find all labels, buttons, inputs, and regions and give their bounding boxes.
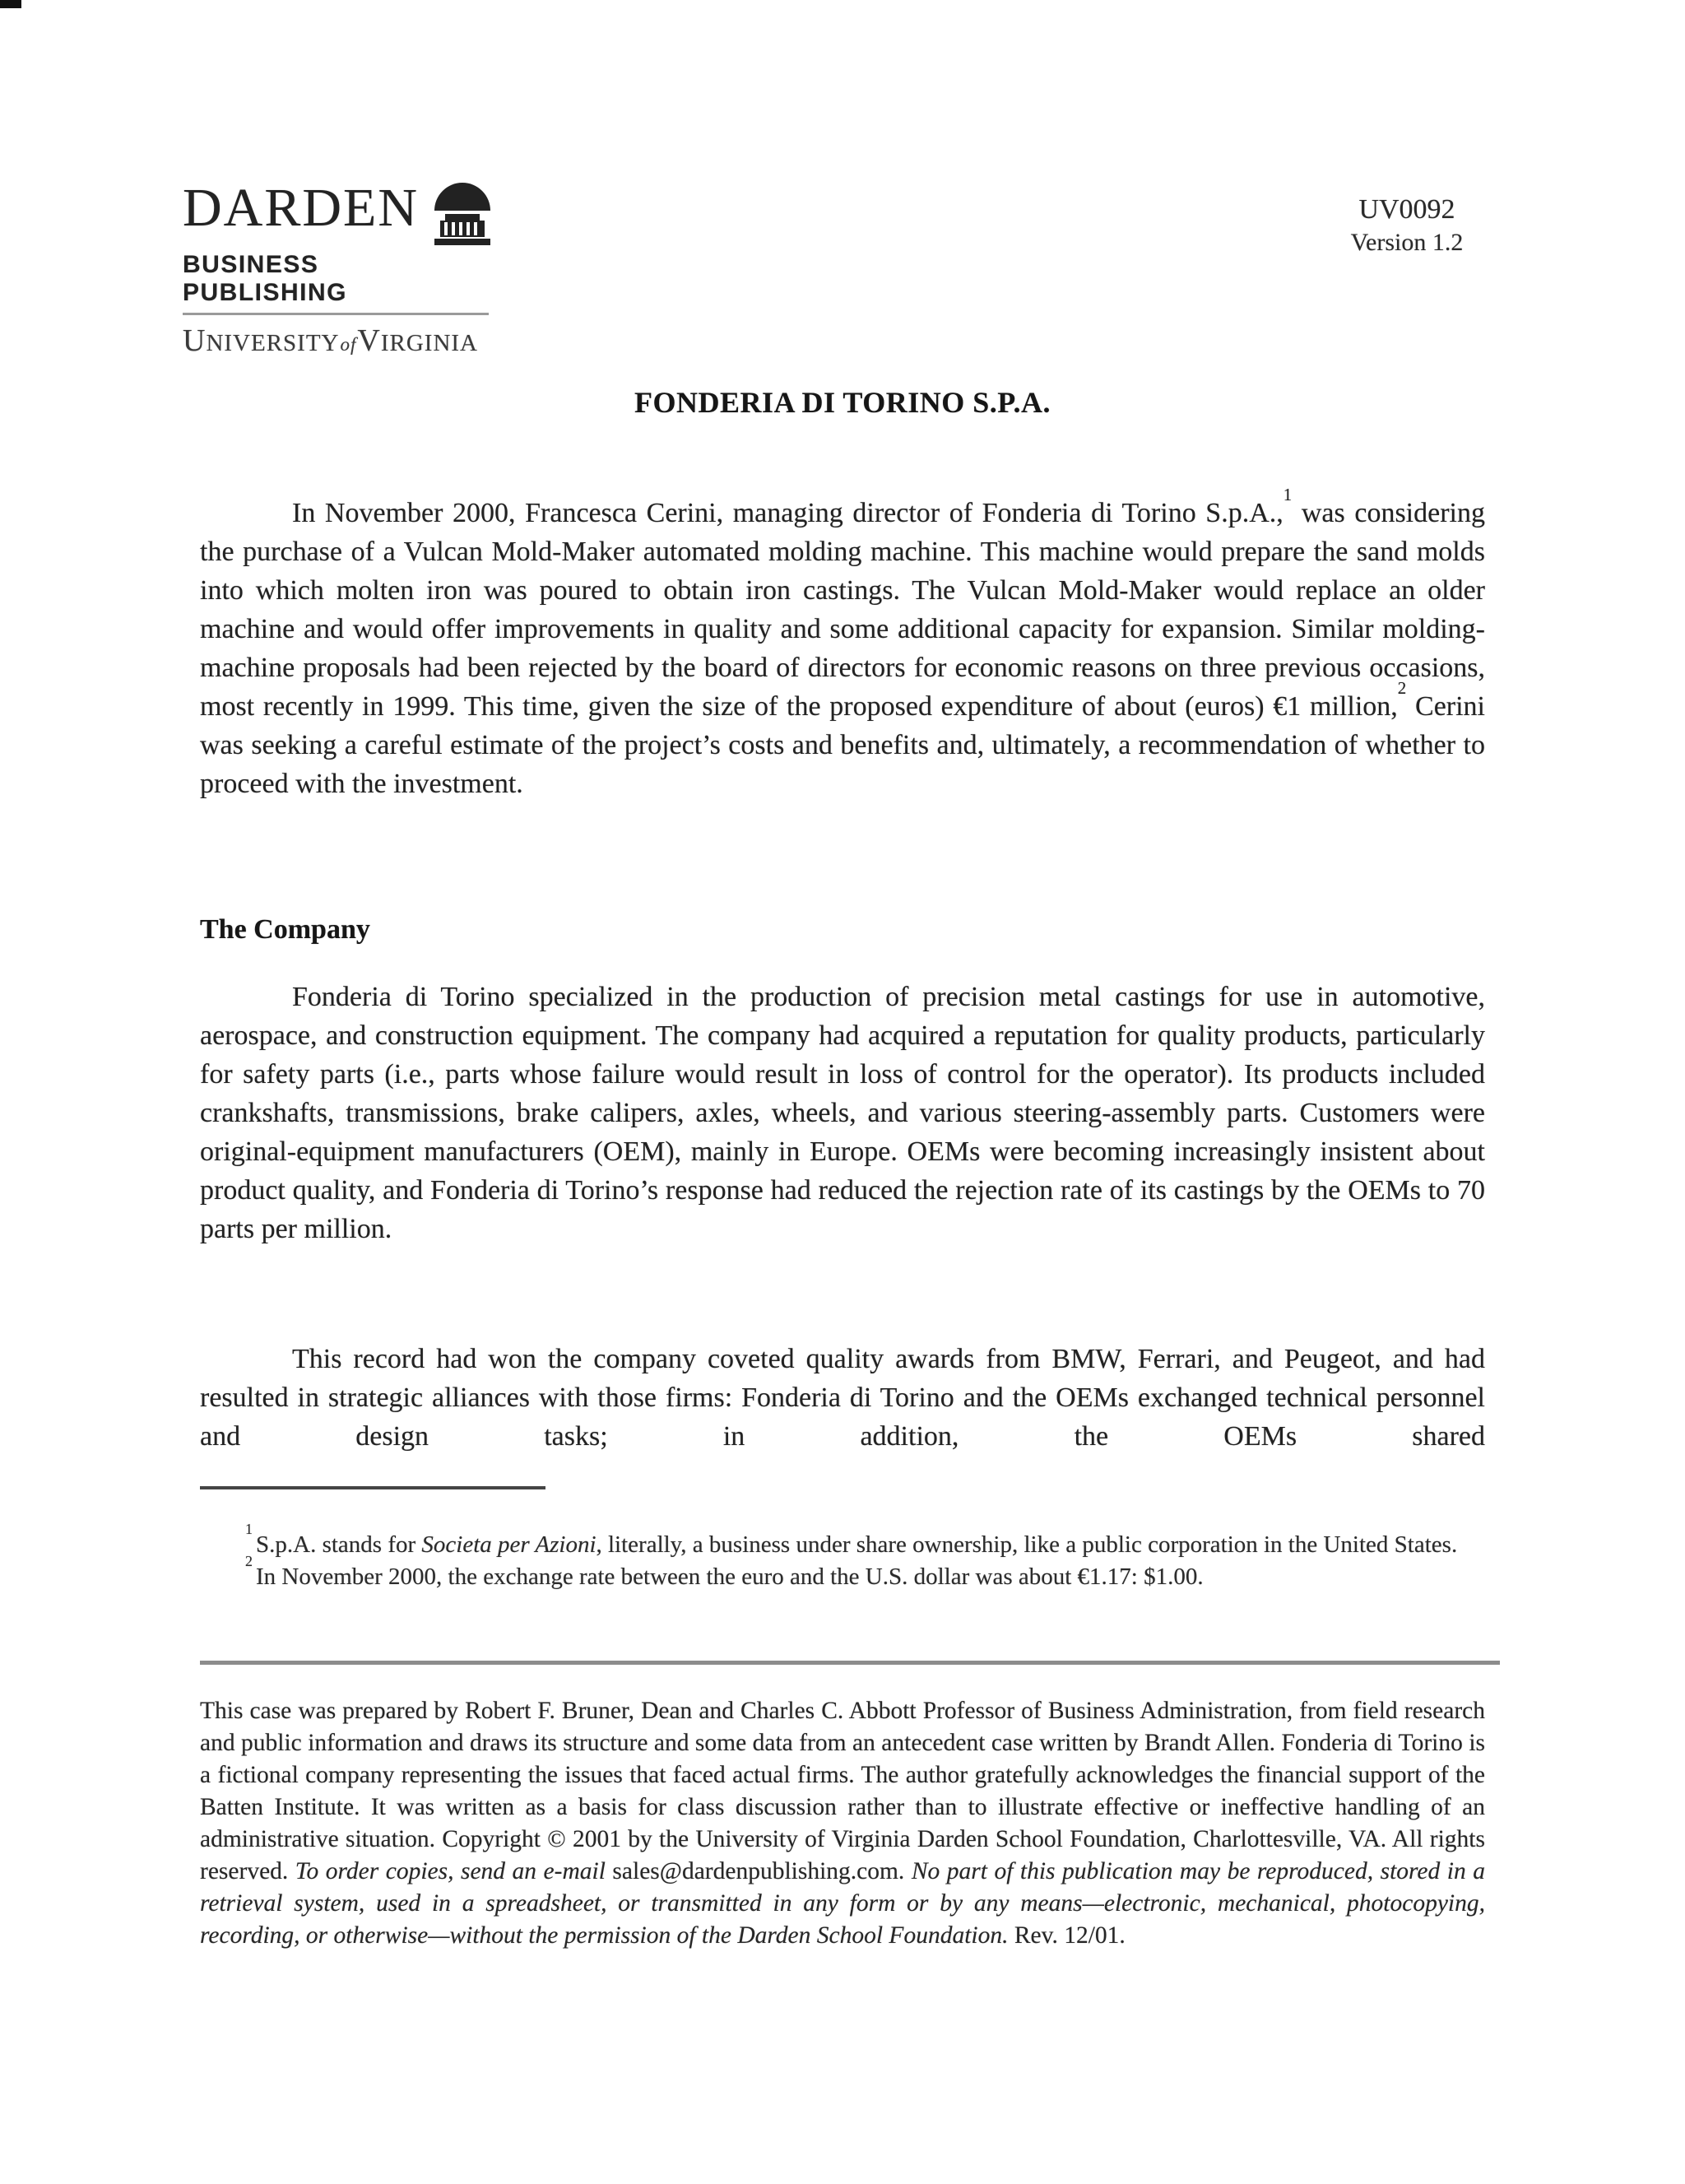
logo-university-text <box>183 323 512 359</box>
footnote-1-post: , literally, a business under share ownership, like a public corporation in the United States. <box>596 1531 1458 1558</box>
legal-text-italic-1: To order copies, send an e-mail <box>295 1858 606 1884</box>
footnote-ref-1: 1 <box>1283 484 1293 504</box>
footnotes <box>200 1521 1485 1593</box>
legal-text-roman-2: sales@dardenpublishing.com. <box>605 1858 912 1884</box>
publisher-logo <box>183 176 512 359</box>
legal-text-italic-2: No part of this publication may be reproduced, stored in a retrieval system, used in a spreadsheet, or transmitted in any form or by any means—electronic, mechanical, photocopying, recording, or otherwise—without the permission of the Darden School Foundation. <box>200 1858 1485 1949</box>
scan-artifact <box>0 0 21 8</box>
legal-text-roman-1: This case was prepared by Robert F. Bruner, Dean and Charles C. Abbott Professor of Business Administration, from field research and public information and draws its structure and some data from an antecedent case written by Brandt Allen. Fonderia di Torino is a fictional company representing the issues that faced actual firms. The author gratefully acknowledges the financial support of the Batten Institute. It was written as a basis for class discussion rather than to illustrate effective or ineffective handling of an administrative situation. Copyright © 2001 by the University of Virginia Darden School Foundation, Charlottesville, VA. All rights reserved. <box>200 1698 1485 1884</box>
footnote-rule <box>200 1486 545 1489</box>
logo-university-of: of <box>340 334 357 355</box>
logo-university-word1: UNIVERSITY <box>183 323 340 358</box>
footnote-marker-1: 1 <box>245 1521 253 1538</box>
doc-code: UV0092 <box>1358 194 1455 225</box>
logo-division-text: BUSINESS PUBLISHING <box>183 251 348 306</box>
company-paragraph-2: This record had won the company coveted quality awards from BMW, Ferrari, and Peugeot, and had resulted in strategic alliances with those firms: Fonderia di Torino and the OEMs exchanged technical personnel and design tasks; in addition, the OEMs shared <box>200 1344 1485 1452</box>
section-heading-the-company: The Company <box>200 914 370 945</box>
intro-paragraph <box>200 484 1486 803</box>
legal-text-roman-3: Rev. 12/01. <box>1008 1922 1126 1949</box>
case-title: FONDERIA DI TORINO S.P.A. <box>634 386 1051 419</box>
logo-university-word2: VIRGINIA <box>357 323 478 358</box>
company-paragraph-1: Fonderia di Torino specialized in the production of precision metal castings for use in automotive, aerospace, and construction equipment. The company had acquired a reputation for quality products, particularly for safety parts (i.e., parts whose failure would result in loss of control for the operator). Its products included crankshafts, transmissions, brake calipers, axles, wheels, and various steering-assembly parts. Customers were original-equipment manufacturers (OEM), mainly in Europe. OEMs were becoming increasingly insistent about product quality, and Fonderia di Torino’s response had reduced the rejection rate of its castings by the OEMs to 70 parts per million. <box>200 982 1485 1244</box>
footnote-ref-2: 2 <box>1397 677 1407 698</box>
intro-text-3: Cerini was seeking a careful estimate of the project’s costs and benefits and, ultimately, a recommendation of whether to proceed with the investment. <box>200 691 1486 799</box>
footnote-item-1 <box>200 1521 1485 1561</box>
intro-text-2: was considering the purchase of a Vulcan Mold-Maker automated molding machine. This machine would prepare the sand molds into which molten iron was poured to obtain iron castings. The Vulcan Mold-Maker would replace an older machine and would offer improvements in quality and some additional capacity for expansion. Similar molding-machine proposals had been rejected by the board of directors for economic reasons on three previous occasions, most recently in 1999. This time, given the size of the proposed expenditure of about (euros) €1 million, <box>200 498 1485 722</box>
doc-code-block <box>1325 193 1489 258</box>
footnote-1-pre: S.p.A. stands for <box>256 1531 422 1558</box>
footer-separator <box>200 1661 1500 1665</box>
logo-top-row <box>183 176 512 249</box>
logo-divider <box>183 313 489 315</box>
doc-version: Version 1.2 <box>1350 229 1464 256</box>
intro-text-1: In November 2000, Francesca Cerini, managing director of Fonderia di Torino S.p.A., <box>292 498 1283 528</box>
footnote-2-text: In November 2000, the exchange rate between the euro and the U.S. dollar was about €1.17: $1.00. <box>256 1564 1204 1590</box>
logo-brand-text: DARDEN <box>183 178 419 238</box>
footnote-marker-2: 2 <box>245 1553 253 1570</box>
legal-notice <box>200 1695 1485 1952</box>
footnote-item-2 <box>200 1553 1485 1593</box>
footnote-1-italic: Societa per Azioni <box>421 1531 596 1558</box>
rotunda-icon <box>429 176 496 249</box>
